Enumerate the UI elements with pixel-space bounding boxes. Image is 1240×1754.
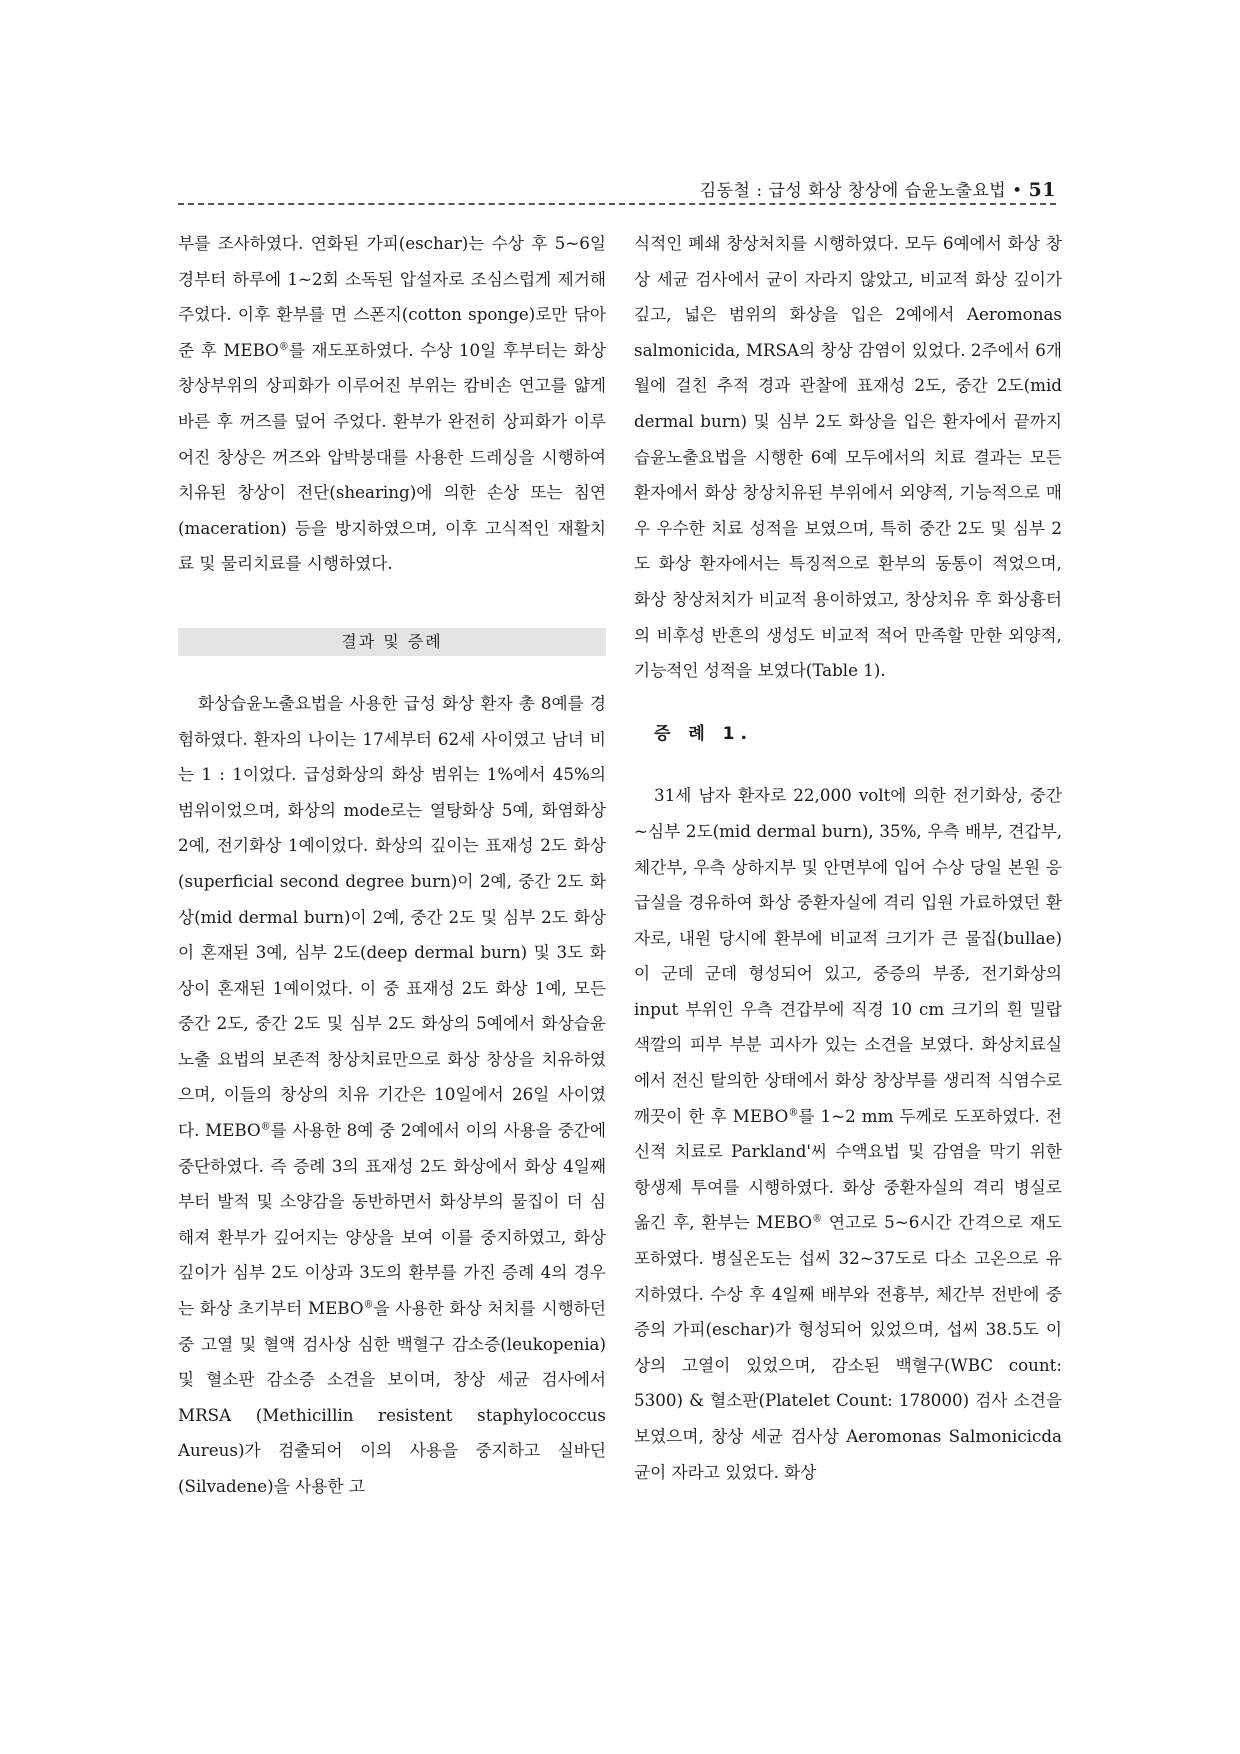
paragraph-case-1: 31세 남자 환자로 22,000 volt에 의한 전기화상, 중간~심부 2도(mid dermal burn), 35%, 우측 배부, 견갑부, 체간부, 우측 상하지부 및 안면부에 입어 수상 당일 본원 응급실을 경유하여 화상 중환자실에 격리 입원 가료하였던 환자로, 내원 당시에 환부에 비교적 크기가 큰 물집(bullae)이 군데 군데 형성되어 있고, 중증의 부종, 전기화상의 input 부위인 우측 견갑부에 직경 10 cm 크기의 흰 밀랍색깔의 피부 부분 괴사가 있는 소견을 보였다. 화상치료실에서 전신 탈의한 상태에서 화상 창상부를 생리적 식염수로 깨끗이 한 후 MEBO®를 1~2 mm 두께로 도포하였다. 전신적 치료로 Parkland'씨 수액요법 및 감염을 막기 위한 항생제 투여를 시행하였다. 화상 중환자실의 격리 병실로 옮긴 후, 환부는 MEBO® 연고로 5~6시간 간격으로 재도포하였다. 병실온도는 섭씨 32~37도로 다소 고온으로 유지하였다. 수상 후 4일째 배부와 전흉부, 체간부 전반에 중증의 가피(eschar)가 형성되어 있었으며, 섭씨 38.5도 이상의 고열이 있었으며, 감소된 백혈구(WBC count: 5300) & 혈소판(Platelet Count: 178000) 검사 소견을 보였으며, 창상 세균 검사상 Aeromonas Salmonicicda 균이 자라고 있었다. 화상	[634, 785, 1062, 1482]
paragraph-treatment-continued: 부를 조사하였다. 연화된 가피(eschar)는 수상 후 5~6일 경부터 하루에 1~2회 소독된 압설자로 조심스럽게 제거해 주었다. 이후 환부를 면 스폰지(cotton sponge)로만 닦아준 후 MEBO®를 재도포하였다. 수상 10일 후부터는 화상 창상부위의 상피화가 이루어진 부위는 캄비손 연고를 얇게 바른 후 꺼즈를 덮어 주었다. 환부가 완전히 상피화가 이루어진 창상은 꺼즈와 압박붕대를 사용한 드레싱을 시행하여 치유된 창상이 전단(shearing)에 의한 손상 또는 침연(maceration) 등을 방지하였으며, 이후 고식적인 재활치료 및 물리치료를 시행하였다.	[178, 233, 606, 574]
case-title: 증 례 1.	[654, 723, 753, 744]
paragraph-results: 화상습윤노출요법을 사용한 급성 화상 환자 총 8예를 경험하였다. 환자의 나이는 17세부터 62세 사이였고 남녀 비는 1 : 1이었다. 급성화상의 화상 범위는 1%에서 45%의 범위이었으며, 화상의 mode로는 열탕화상 5예, 화염화상 2예, 전기화상 1예이었다. 화상의 깊이는 표재성 2도 화상(superficial second degree burn)이 2예, 중간 2도 화상(mid dermal burn)이 2예, 중간 2도 및 심부 2도 화상이 혼재된 3예, 심부 2도(deep dermal burn) 및 3도 화상이 혼재된 1예이었다. 이 중 표재성 2도 화상 1예, 모든 중간 2도, 중간 2도 및 심부 2도 화상의 5예에서 화상습윤노출 요법의 보존적 창상치료만으로 화상 창상을 치유하였으며, 이들의 창상의 치유 기간은 10일에서 26일 사이였다. MEBO®를 사용한 8예 중 2예에서 이의 사용을 중간에 중단하였다. 즉 증례 3의 표재성 2도 화상에서 화상 4일째부터 발적 및 소양감을 동반하면서 화상부의 물집이 더 심해져 환부가 깊어지는 양상을 보여 이를 중지하였고, 화상 깊이가 심부 2도 이상과 3도의 환부를 가진 증례 4의 경우는 화상 초기부터 MEBO®을 사용한 화상 처치를 시행하던 중 고열 및 혈액 검사상 심한 백혈구 감소증(leukopenia) 및 혈소판 감소증 소견을 보이며, 창상 세균 검사에서 MRSA (Methicillin resistent staphylococcus Aureus)가 검출되어 이의 사용을 중지하고 실바딘(Silvadene)을 사용한 고	[178, 692, 607, 1496]
section-title-results: 결과 및 증례	[178, 628, 606, 656]
page-number: 51	[1028, 179, 1056, 201]
left-column	[178, 226, 606, 1505]
paragraph-results-continued: 식적인 폐쇄 창상처치를 시행하였다. 모두 6예에서 화상 창상 세균 검사에서 균이 자라지 않았고, 비교적 화상 깊이가 깊고, 넓은 범위의 화상을 입은 2예에서 Aeromonas salmonicida, MRSA의 창상 감염이 있었다. 2주에서 6개월에 걸친 추적 경과 관찰에 표재성 2도, 중간 2도(mid dermal burn) 및 심부 2도 화상을 입은 환자에서 끝까지 습윤노출요법을 시행한 6예 모두에서의 치료 결과는 모든 환자에서 화상 창상치유된 부위에서 외양적, 기능적으로 매우 우수한 치료 성적을 보였으며, 특히 중간 2도 및 심부 2도 화상 환자에서는 특징적으로 환부의 동통이 적었으며, 화상 창상처치가 비교적 용이하였고, 창상치유 후 화상흉터의 비후성 반흔의 생성도 비교적 적어 만족할 만한 외양적, 기능적인 성적을 보였다(Table 1).	[634, 233, 1062, 681]
running-title: 김동철 : 급성 화상 창상에 습윤노출요법 •	[699, 181, 1023, 201]
header-rule	[178, 203, 1056, 205]
right-column	[634, 226, 1062, 1490]
running-head	[178, 176, 1056, 201]
